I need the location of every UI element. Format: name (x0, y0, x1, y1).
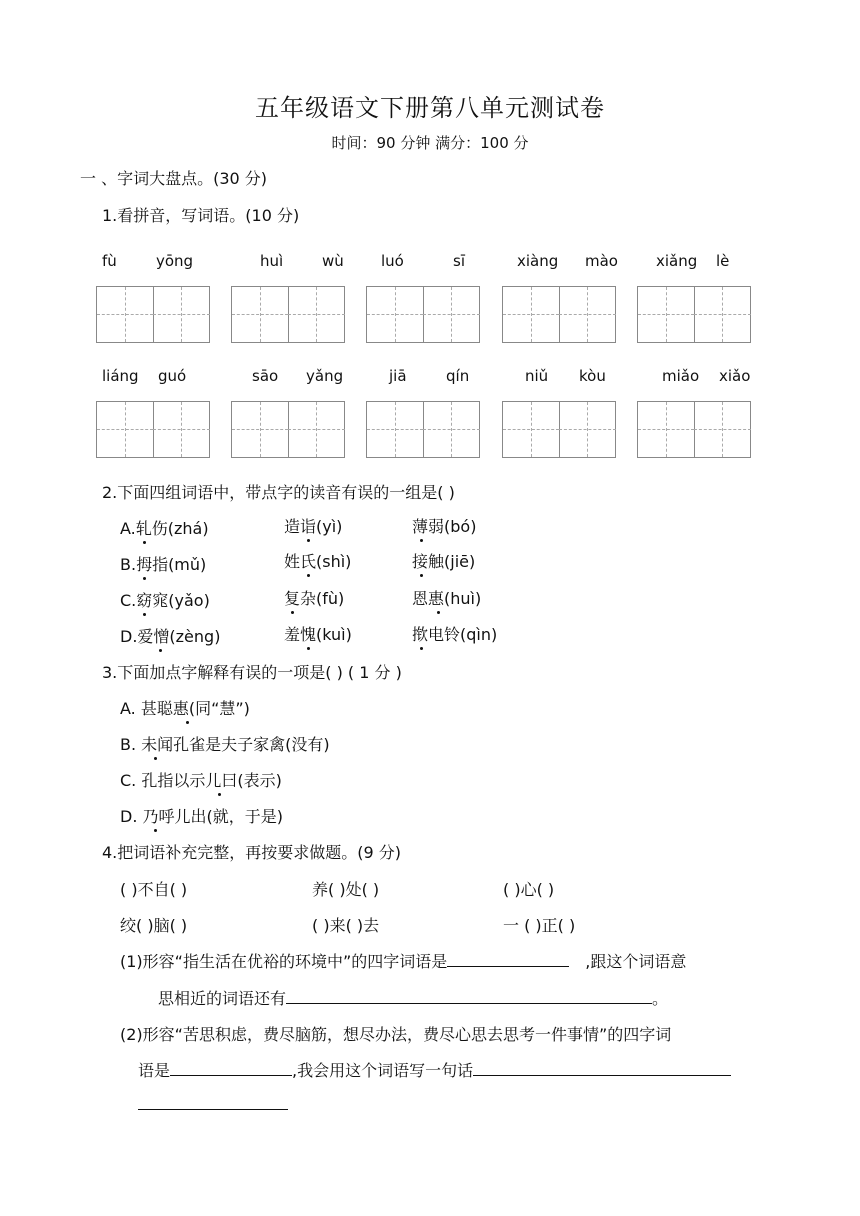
pinyin: fù (102, 252, 117, 270)
emphasis-dot (420, 574, 423, 577)
pinyin: niǔ (525, 367, 549, 385)
answer-line[interactable] (138, 1093, 288, 1110)
question-2-stem: 2.下面四组词语中，带点字的读音有误的一组是( ) (102, 483, 455, 502)
q2-option-a-2: 造诣(yì) (284, 517, 343, 536)
pinyin: huì (260, 252, 284, 270)
q4-part-1-text-c: 思相近的词语还有 (158, 989, 287, 1008)
pinyin: liáng (102, 367, 139, 385)
emphasis-dot (307, 647, 310, 650)
pinyin: lè (716, 252, 730, 270)
writing-grid[interactable] (231, 286, 345, 343)
q3-option-d: D. 乃呼儿出(就，于是) (120, 807, 283, 826)
pinyin: jiā (389, 367, 407, 385)
q2-option-a-3: 薄弱(bó) (412, 517, 477, 536)
section-heading: 一 、字词大盘点。(30 分) (80, 169, 268, 188)
q2-option-d-3: 揿电铃(qìn) (412, 625, 498, 644)
idiom-blank[interactable]: ( )来( )去 (312, 916, 380, 935)
pinyin: miǎo (662, 367, 700, 385)
q2-option-c-3: 恩惠(huì) (412, 589, 482, 608)
emphasis-dot (143, 613, 146, 616)
question-4-stem: 4.把词语补充完整，再按要求做题。(9 分) (102, 843, 402, 862)
answer-line[interactable] (286, 989, 652, 1004)
emphasis-dot (154, 757, 157, 760)
pinyin: sāo (252, 367, 279, 385)
pinyin: sī (453, 252, 465, 270)
idiom-blank[interactable]: 绞( )脑( ) (120, 916, 188, 935)
page-title: 五年级语文下册第八单元测试卷 (255, 94, 605, 122)
writing-grid[interactable] (96, 286, 210, 343)
emphasis-dot (154, 829, 157, 832)
writing-grid[interactable] (502, 286, 616, 343)
q2-option-c-2: 复杂(fù) (284, 589, 345, 608)
emphasis-dot (307, 574, 310, 577)
pinyin: wù (322, 252, 344, 270)
idiom-blank[interactable]: 一 ( )正( ) (503, 916, 576, 935)
idiom-blank[interactable]: 养( )处( ) (312, 880, 380, 899)
writing-grid[interactable] (366, 286, 480, 343)
emphasis-dot (437, 611, 440, 614)
writing-grid[interactable] (366, 401, 480, 458)
pinyin: qín (446, 367, 470, 385)
question-1-stem: 1.看拼音，写词语。(10 分) (102, 206, 300, 225)
pinyin: kòu (579, 367, 606, 385)
emphasis-dot (307, 539, 310, 542)
exam-info: 时间：90 分钟 满分：100 分 (331, 134, 529, 152)
q4-part-2-text-c: ,我会用这个词语写一句话 (292, 1061, 474, 1080)
q4-part-1-text: (1)形容“指生活在优裕的环境中”的四字词语是 (120, 952, 448, 971)
question-3-stem: 3.下面加点字解释有误的一项是( ) ( 1 分 ) (102, 663, 402, 682)
q2-option-c-1: C.窈窕(yǎo) (120, 591, 210, 610)
pinyin: yǎng (306, 367, 344, 385)
emphasis-dot (218, 793, 221, 796)
pinyin: xiàng (517, 252, 559, 270)
writing-grid[interactable] (502, 401, 616, 458)
q2-option-b-3: 接触(jiē) (412, 552, 476, 571)
idiom-blank[interactable]: ( )心( ) (503, 880, 555, 899)
answer-line[interactable] (447, 952, 569, 967)
q4-part-2: (2)形容“苦思积虑，费尽脑筋，想尽办法，费尽心思去思考一件事情”的四字词 (120, 1025, 672, 1044)
writing-grid[interactable] (231, 401, 345, 458)
emphasis-dot (186, 721, 189, 724)
q2-option-d-2: 羞愧(kuì) (284, 625, 352, 644)
idiom-blank[interactable]: ( )不自( ) (120, 880, 188, 899)
emphasis-dot (159, 649, 162, 652)
q4-part-1-text-b: ,跟这个词语意 (585, 952, 687, 971)
q3-option-c: C. 孔指以示儿曰(表示) (120, 771, 282, 790)
writing-grid[interactable] (637, 286, 751, 343)
pinyin: xiǎng (656, 252, 698, 270)
q2-option-b-1: B.拇指(mǔ) (120, 555, 207, 574)
answer-line[interactable] (473, 1061, 731, 1076)
q3-option-b: B. 未闻孔雀是夫子家禽(没有) (120, 735, 330, 754)
q4-part-1 (120, 949, 686, 972)
q2-option-a-1: A.轧伤(zhá) (120, 519, 209, 538)
pinyin: luó (381, 252, 404, 270)
pinyin: guó (158, 367, 187, 385)
emphasis-dot (143, 541, 146, 544)
writing-grid[interactable] (637, 401, 751, 458)
emphasis-dot (291, 611, 294, 614)
emphasis-dot (420, 647, 423, 650)
writing-grid[interactable] (96, 401, 210, 458)
pinyin: xiǎo (719, 367, 751, 385)
emphasis-dot (143, 577, 146, 580)
q4-part-1-line2 (158, 986, 668, 1009)
pinyin: yōng (156, 252, 194, 270)
q3-option-a: A. 甚聪惠(同“慧”) (120, 699, 250, 718)
period: 。 (652, 989, 669, 1008)
q2-option-d-1: D.爱憎(zèng) (120, 627, 221, 646)
q2-option-b-2: 姓氏(shì) (284, 552, 352, 571)
answer-line[interactable] (170, 1061, 292, 1076)
pinyin: mào (585, 252, 618, 270)
emphasis-dot (420, 539, 423, 542)
q4-part-2-text-b: 语是 (138, 1061, 171, 1080)
q4-part-2-line2 (138, 1058, 731, 1081)
